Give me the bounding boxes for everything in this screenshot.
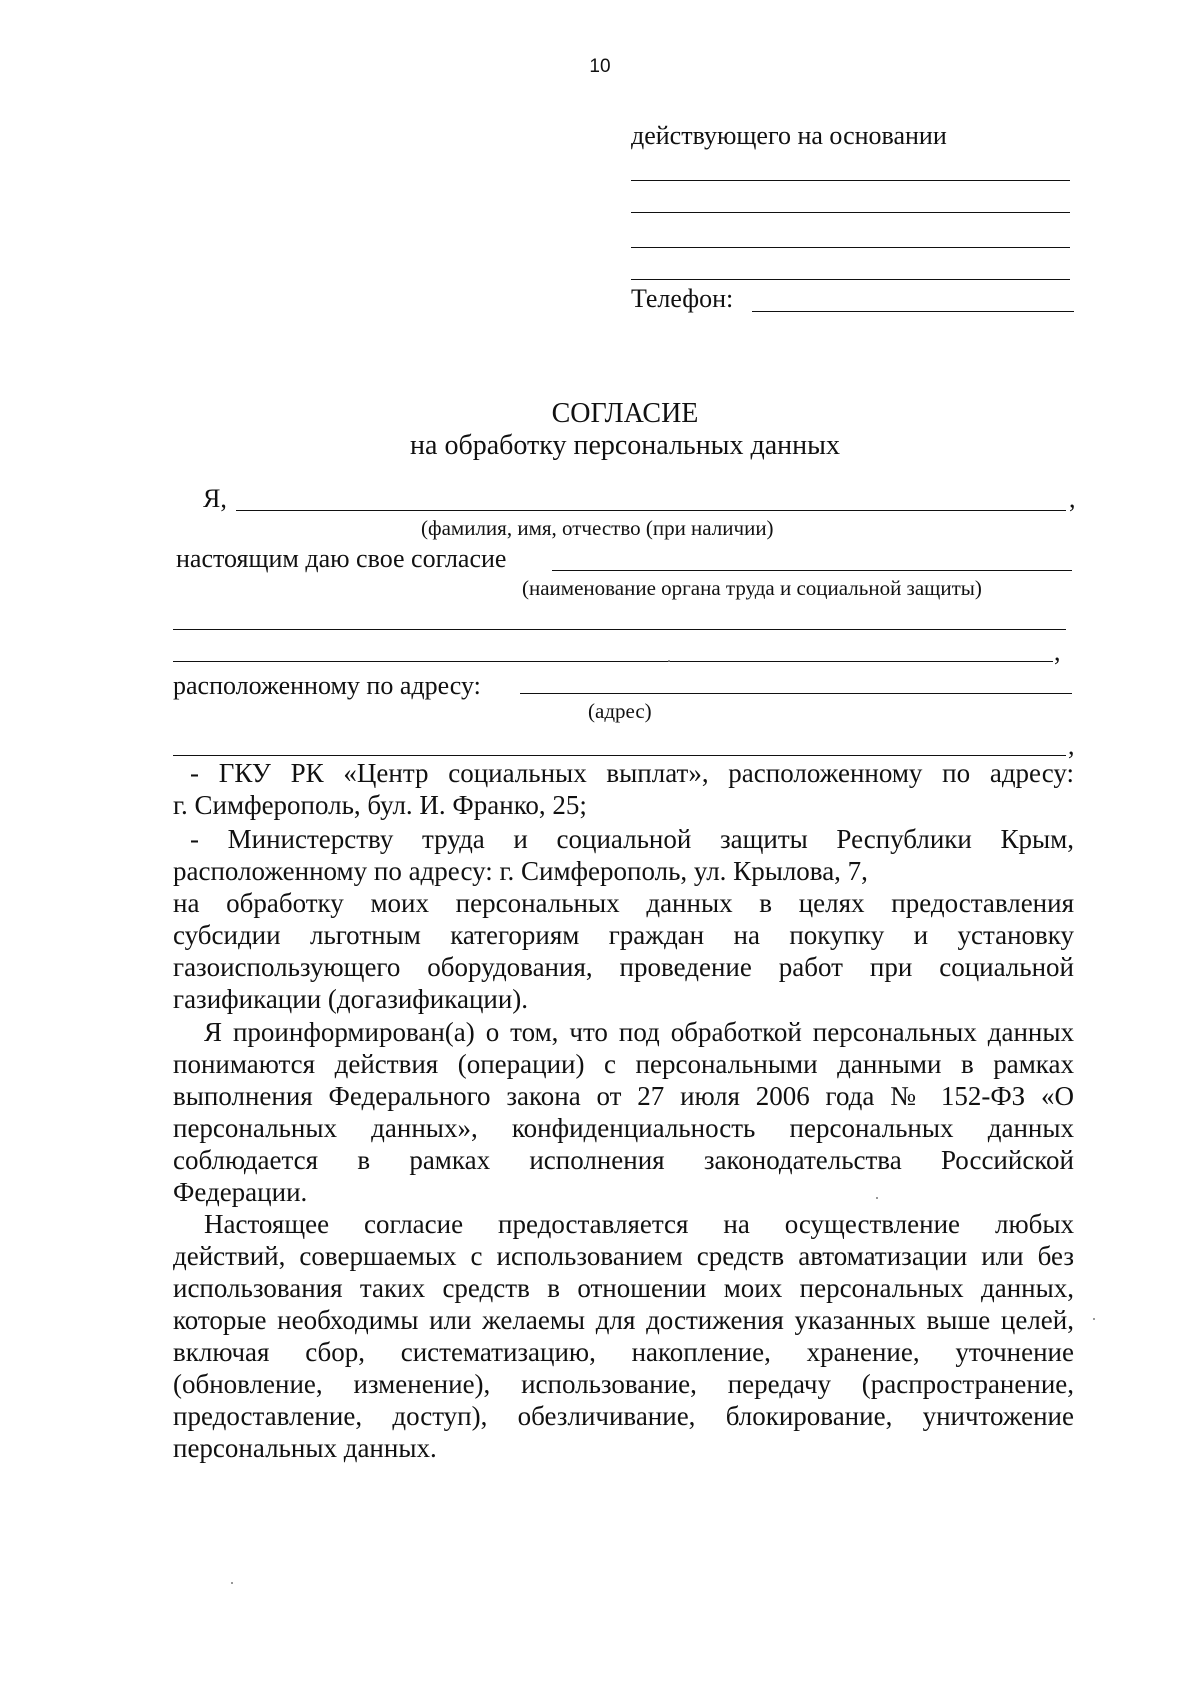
basis-line-1[interactable] (631, 180, 1070, 181)
purpose-line-3: газоиспользующего оборудования, проведение работ при социальной (173, 952, 1074, 982)
basis-line-3[interactable] (631, 247, 1070, 248)
scan-speck (668, 660, 670, 662)
recipient2-line1: - Министерству труда и социальной защиты Республики Крым, (190, 824, 1074, 854)
informed-line-1: Я проинформирован(а) о том, что под обработкой персональных данных (204, 1017, 1074, 1047)
scan-speck (876, 1197, 878, 1199)
basis-line-2[interactable] (631, 212, 1070, 213)
organ-field-line[interactable] (552, 570, 1072, 571)
phone-label: Телефон: (631, 284, 734, 313)
address-field-line[interactable] (520, 693, 1072, 694)
document-title: СОГЛАСИЕ (551, 398, 699, 429)
address-label: расположенному по адресу: (173, 671, 481, 700)
purpose-line-1: на обработку моих персональных данных в целях предоставления (173, 888, 1074, 918)
organ-line-2[interactable] (173, 629, 1066, 630)
organ-caption: (наименование органа труда и социальной защиты) (522, 576, 982, 600)
informed-line-6: Федерации. (173, 1177, 308, 1207)
organ-line-3[interactable] (173, 661, 1053, 662)
purpose-line-4: газификации (догазификации). (173, 984, 529, 1014)
scan-speck (1093, 1318, 1095, 1320)
fio-caption: (фамилия, имя, отчество (при наличии) (421, 516, 774, 540)
informed-line-4: персональных данных», конфиденциальность персональных данных (173, 1113, 1074, 1143)
document-subtitle: на обработку персональных данных (410, 430, 840, 461)
scope-line-7: предоставление, доступ), обезличивание, блокирование, уничтожение (173, 1401, 1074, 1431)
scope-line-2: действий, совершаемых с использованием средств автоматизации или без (173, 1241, 1074, 1271)
informed-line-5: соблюдается в рамках исполнения законодательства Российской (173, 1145, 1074, 1175)
consent-label: настоящим даю свое согласие (176, 544, 507, 573)
scope-line-5: включая сбор, систематизацию, накопление, хранение, уточнение (173, 1337, 1074, 1367)
recipient2-line2: расположенному по адресу: г. Симферополь, ул. Крылова, 7, (173, 856, 868, 886)
phone-field-line[interactable] (752, 311, 1074, 312)
address-caption: (адрес) (588, 699, 652, 723)
informed-line-3: выполнения Федерального закона от 27 июля 2006 года № 152-ФЗ «О (173, 1081, 1074, 1111)
scope-line-4: которые необходимы или желаемы для достижения указанных выше целей, (173, 1305, 1074, 1335)
recipient1-line2: г. Симферополь, бул. И. Франко, 25; (173, 790, 587, 820)
fio-field-line[interactable] (236, 510, 1066, 511)
comma: , (1054, 637, 1061, 666)
address-line-2[interactable] (173, 755, 1066, 756)
scope-line-6: (обновление, изменение), использование, передачу (распространение, (173, 1369, 1074, 1399)
purpose-line-2: субсидии льготным категориям граждан на покупку и установку (173, 920, 1074, 950)
scope-line-8: персональных данных. (173, 1433, 437, 1463)
scope-line-3: использования таких средств в отношении моих персональных данных, (173, 1273, 1074, 1303)
comma: , (1068, 731, 1075, 760)
scope-line-1: Настоящее согласие предоставляется на осуществление любых (204, 1209, 1074, 1239)
page-number: 10 (589, 56, 611, 77)
i-label: Я, (203, 484, 227, 513)
recipient1-line1: - ГКУ РК «Центр социальных выплат», расположенному по адресу: (190, 758, 1074, 788)
informed-line-2: понимаются действия (операции) с персональными данными в рамках (173, 1049, 1074, 1079)
basis-line-4[interactable] (631, 279, 1070, 280)
scan-speck (231, 1582, 233, 1584)
acting-basis-label: действующего на основании (631, 121, 947, 150)
comma: , (1069, 484, 1076, 513)
